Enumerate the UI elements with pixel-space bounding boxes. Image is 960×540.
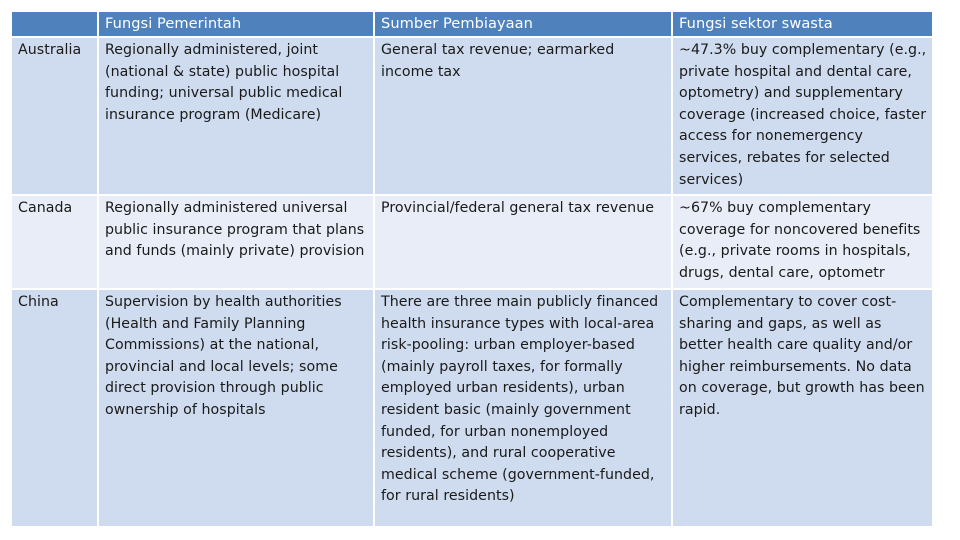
cell-private-sector-function: ~47.3% buy complementary (e.g., private hospital and dental care, optometry) and supplementary coverage (increased choice, faster access for nonemergency services, rebates for selected services) <box>672 37 933 195</box>
health-systems-table <box>10 10 934 528</box>
table-row <box>11 195 933 289</box>
cell-financing-source: There are three main publicly financed health insurance types with local-area risk-pooling: urban employer-based (mainly payroll taxes, for formally employed urban residents), urban resident basic (mainly government funded, for urban nonemployed residents), and rural cooperative medical scheme (government-funded, for rural residents) <box>374 289 672 527</box>
cell-government-function: Regionally administered, joint (national & state) public hospital funding; universal public medical insurance program (Medicare) <box>98 37 374 195</box>
health-systems-table-container <box>10 10 932 528</box>
cell-private-sector-function: ~67% buy complementary coverage for noncovered benefits (e.g., private rooms in hospitals, drugs, dental care, optometr <box>672 195 933 289</box>
header-row <box>11 11 933 37</box>
cell-financing-source: Provincial/federal general tax revenue <box>374 195 672 289</box>
cell-financing-source: General tax revenue; earmarked income tax <box>374 37 672 195</box>
cell-country: China <box>11 289 98 527</box>
header-private-sector-function: Fungsi sektor swasta <box>672 11 933 37</box>
table-row <box>11 37 933 195</box>
header-government-function: Fungsi Pemerintah <box>98 11 374 37</box>
table-row <box>11 289 933 527</box>
cell-country: Australia <box>11 37 98 195</box>
header-financing-source: Sumber Pembiayaan <box>374 11 672 37</box>
header-country <box>11 11 98 37</box>
cell-government-function: Supervision by health authorities (Health and Family Planning Commissions) at the national, provincial and local levels; some direct provision through public ownership of hospitals <box>98 289 374 527</box>
table-body <box>11 37 933 527</box>
cell-country: Canada <box>11 195 98 289</box>
table-header <box>11 11 933 37</box>
cell-private-sector-function: Complementary to cover cost-sharing and gaps, as well as better health care quality and/or higher reimbursements. No data on coverage, but growth has been rapid. <box>672 289 933 527</box>
cell-government-function: Regionally administered universal public insurance program that plans and funds (mainly private) provision <box>98 195 374 289</box>
